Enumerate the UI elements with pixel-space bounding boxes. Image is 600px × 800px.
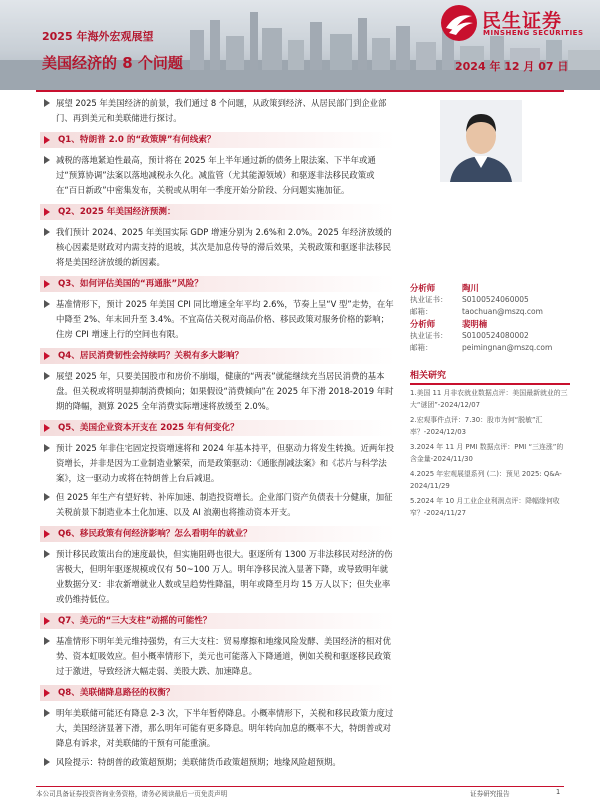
answer-paragraph: 明年美联储可能还有降息 2-3 次，下半年暂停降息。小概率情形下，关税和移民政策力度过大，美国经济显著下滑，那么明年可能有更多降息。明年转向加息的概率不大，特朗普或对降息有诉求，对美联储的干预有可能重演。 <box>40 706 395 751</box>
triangle-icon <box>44 424 50 432</box>
bullet-icon <box>44 758 50 766</box>
related-research-item[interactable]: 1.美国 11 月非农就业数据点评：美国最新就业的三大“谜团”-2024/12/07 <box>410 389 568 409</box>
logo-mark-icon <box>440 4 478 42</box>
answer-paragraph: 展望 2025 年，只要美国股市和房价不崩塌，健康的“两表”就能继续充当居民消费的基本盘。但关税或将明显抑制消费倾向；如果假设“消费倾向”在 2025 年下滑 2018-2019 年时期的降幅，测算 2025 全年消费实际增速将放缓至 2.0%。 <box>40 369 395 414</box>
analyst-cert-row: 执业证书： S0100524080002 <box>410 331 529 340</box>
footer-report-type: 证券研究报告 <box>470 790 510 798</box>
question-heading: Q5、美国企业资本开支在 2025 年有何变化？ <box>40 418 395 438</box>
analyst-name-row: 分析师 陶川 <box>410 283 479 293</box>
bullet-icon <box>44 493 50 501</box>
logo-text-cn: 民生证券 <box>482 10 563 32</box>
triangle-icon <box>44 136 50 144</box>
triangle-icon <box>44 689 50 697</box>
answer-paragraph: 减税的落地紧迫性最高，预计将在 2025 年上半年通过新的债务上限法案、下半年或通过“预算协调”法案以落地减税永久化。减监管（尤其能源领域）和驱逐非法移民政策或在“百日新政”中密集发布，关税或从明年一季度开始分阶段、分问题实施加征。 <box>40 153 395 198</box>
analyst-portrait-image <box>440 100 522 182</box>
answer-paragraph: 基准情形下明年美元维持强势，有三大支柱：贸易摩擦和地缘风险发酵、美国经济的相对优势、资本虹吸效应。但小概率情形下，美元也可能落入下降通道，例如关税和驱逐移民政策过于激进，导致经济大幅走弱、美股大跌、加速降息。 <box>40 634 395 679</box>
triangle-icon <box>44 617 50 625</box>
analyst-cert-row: 执业证书： S0100524060005 <box>410 295 529 304</box>
triangle-icon <box>44 352 50 360</box>
page-number: 1 <box>556 788 561 796</box>
logo-text-en: MINSHENG SECURITIES <box>483 29 584 37</box>
analyst-name-row: 分析师 裴明楠 <box>410 319 488 329</box>
answer-paragraph: 基准情形下，预计 2025 年美国 CPI 同比增速全年平均 2.6%，节奏上呈“V 型”走势，在年中降至 2%、年末回升至 3.4%。不宜高估关税对商品价格、移民政策对服务价格的影响；住房 CPI 增速上行的空间也有限。 <box>40 297 395 342</box>
question-heading: Q6、移民政策有何经济影响？怎么看明年的就业？ <box>40 524 395 544</box>
report-date: 2024 年 12 月 07 日 <box>455 60 569 73</box>
page-footer <box>0 786 600 800</box>
analyst-email-row: 邮箱： peimingnan@mszq.com <box>410 343 553 352</box>
footer-divider <box>36 786 564 787</box>
answer-paragraph: 预计 2025 年非住宅固定投资增速将和 2024 年基本持平，但驱动力将发生转换。近两年投资增长，并非是因为工业制造业繁荣，而是政策驱动：《通胀削减法案》和《芯片与科学法案》，这一驱动力或将在特朗普上台后减退。 <box>40 441 395 486</box>
question-heading: Q2、2025 年美国经济预测： <box>40 202 395 222</box>
bullet-icon <box>44 156 50 164</box>
related-research-item[interactable]: 3.2024 年 11 月 PMI 数据点评：PMI “三连涨”的含金量-2024/11/30 <box>410 443 564 463</box>
triangle-icon <box>44 208 50 216</box>
related-research-list <box>410 388 570 523</box>
bullet-icon <box>44 372 50 380</box>
triangle-icon <box>44 280 50 288</box>
bullet-icon <box>44 637 50 645</box>
answer-paragraph: 预计移民政策出台的速度最快，但实施阻碍也很大。驱逐所有 1300 万非法移民对经济的伤害极大，但明年驱逐规模或仅有 50~100 万人。明年净移民流入显著下降，或导致明年就业数据分叉：非农新增就业人数或呈趋势性降温，明年或降至月均 15 万人以下；但失业率或仍维持低位。 <box>40 547 395 607</box>
footer-disclaimer: 本公司具备证券投资咨询业务资格，请务必阅读最后一页免责声明 <box>36 790 228 798</box>
bullet-icon <box>44 228 50 236</box>
page-title: 美国经济的 8 个问题 <box>42 54 183 72</box>
risk-warning: 风险提示：特朗普的政策超预期；美联储货币政策超预期；地缘风险超预期。 <box>40 755 395 770</box>
related-research-item[interactable]: 5.2024 年 10 月工业企业利润点评：降幅缘何收窄？-2024/11/27 <box>410 497 560 517</box>
answer-paragraph: 但 2025 年生产有望好转、补库加速、制造投资增长。企业部门资产负债表十分健康，加征关税前景下制造业本土化加速、以及 AI 浪潮也将推动资本开支。 <box>40 490 395 520</box>
question-heading: Q7、美元的“三大支柱”动摇的可能性？ <box>40 611 395 631</box>
bullet-icon <box>44 444 50 452</box>
question-heading: Q1、特朗普 2.0 的“政策牌”有何线索？ <box>40 130 395 150</box>
question-heading: Q3、如何评估美国的“再通胀”风险？ <box>40 274 395 294</box>
analyst-photo <box>440 100 522 182</box>
intro-paragraph: 展望 2025 年美国经济的前景，我们通过 8 个问题，从政策到经济、从居民部门到企业部门、再到美元和美联储进行探讨。 <box>40 96 395 126</box>
related-research-item[interactable]: 4.2025 年宏观展望系列 (二)：预见 2025: Q&A-2024/11/29 <box>410 470 562 490</box>
related-research-item[interactable]: 2.宏观事件点评：7.30：股市为何“脱敏”汇率？-2024/12/03 <box>410 416 543 436</box>
header-divider <box>36 90 564 92</box>
analyst-info <box>410 282 570 354</box>
analyst-email-row: 邮箱： taochuan@mszq.com <box>410 307 543 316</box>
bullet-icon <box>44 550 50 558</box>
brand-logo <box>440 4 600 44</box>
question-heading: Q4、居民消费韧性会持续吗？关税有多大影响？ <box>40 346 395 366</box>
related-research-title: 相关研究 <box>410 368 570 385</box>
main-content <box>40 96 395 774</box>
triangle-icon <box>44 530 50 538</box>
bullet-icon <box>44 99 50 107</box>
question-heading: Q8、美联储降息路径的权衡？ <box>40 683 395 703</box>
bullet-icon <box>44 300 50 308</box>
bullet-icon <box>44 709 50 717</box>
report-series-tag: 2025 年海外宏观展望 <box>42 30 154 43</box>
answer-paragraph: 我们预计 2024、2025 年美国实际 GDP 增速分别为 2.6%和 2.0%。2025 年经济放缓的核心因素是财政对内需支持的退坡，其次是加息传导的滞后效果，关税政策和驱逐非法移民将是美国经济放缓的新因素。 <box>40 225 395 270</box>
